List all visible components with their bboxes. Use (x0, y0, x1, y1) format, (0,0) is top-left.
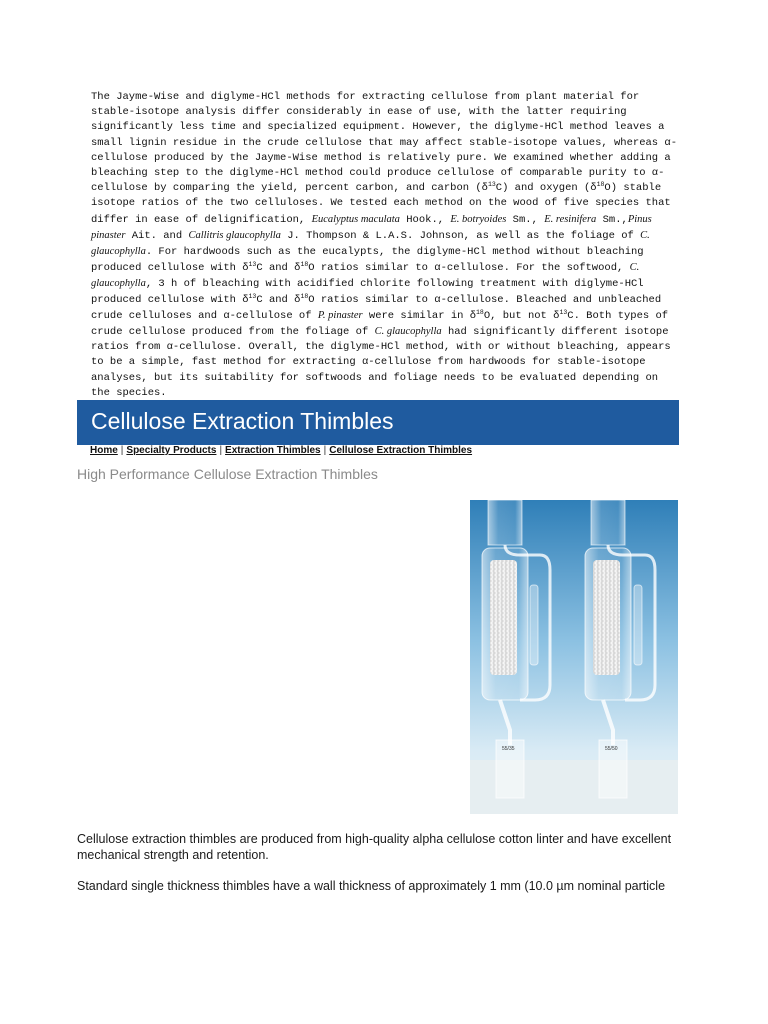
breadcrumb-link-home[interactable]: Home (90, 445, 118, 456)
joint-size-label: 55/35 (502, 746, 515, 752)
breadcrumb-link-cellulose-extraction-thimbles[interactable]: Cellulose Extraction Thimbles (329, 445, 473, 456)
breadcrumb-link-extraction-thimbles[interactable]: Extraction Thimbles (225, 445, 321, 456)
page-title: Cellulose Extraction Thimbles (91, 408, 394, 434)
abstract-text: The Jayme-Wise and diglyme-HCl methods for extracting cellulose from plant material for stable-isotope analysis differ considerably in ease of use, with the latter requiring significantly less time and specialized equipment. However, the diglyme-HCl method leaves a small lignin residue in the crude cellulose that may affect stable-isotope values, whereas α-cellulose produced by the Jayme-Wise method is relatively pure. We examined whether adding a bleaching step to the diglyme-HCl method could produce cellulose of comparable purity to α-cellulose by comparing the yield, percent carbon, and carbon $(\delta^{13}C)$ and oxygen $(\delta^{18}O)$ stable isotope ratios of the two celluloses. We tested each method on the wood of five species that differ in ease of delignification, Eucalyptus maculata Hook., E. botryoides Sm., E. resinifera Sm.,Pinus pinaster Ait. and Callitris glaucophylla J. Thompson & L.A.S. Johnson, as well as the foliage of C. glaucophylla. For hardwoods such as the eucalypts, the diglyme-HCl method without bleaching produced cellulose with $\delta^{13}C$ and $\delta^{18}O$ ratios similar to α-cellulose. For the softwood, C. glaucophylla, 3 h of bleaching with acidified chlorite following treatment with diglyme-HCl produced cellulose with $\delta^{13}C$ and $\delta^{18}O$ ratios similar to α-cellulose. Bleached and unbleached crude celluloses and α-cellulose of P. pinaster were similar in $\delta^{18}O$, but not $\delta^{13}C$. Both types of crude cellulose produced from the foliage of C. glaucophylla had significantly different isotope ratios from α-cellulose. Overall, the diglyme-HCl method, with or without bleaching, appears to be a simple, fast method for extracting α-cellulose from hardwoods for stable-isotope analyses, but its suitability for softwoods and foliage needs to be evaluated depending on the species. (91, 91, 677, 399)
breadcrumb-separator: | (120, 445, 124, 456)
product-photo-extractors (470, 500, 678, 814)
joint-size-label: 55/50 (605, 746, 618, 752)
breadcrumb-separator: | (323, 445, 327, 456)
breadcrumb (90, 445, 472, 456)
body-paragraph-1: Cellulose extraction thimbles are produced from high-quality alpha cellulose cotton linter and have excellent mechanical strength and retention. (77, 832, 672, 862)
body-paragraph-2: Standard single thickness thimbles have a wall thickness of approximately 1 mm (10.0 µm nominal particle (77, 879, 666, 893)
page-banner (77, 400, 679, 445)
breadcrumb-link-specialty-products[interactable]: Specialty Products (126, 445, 217, 456)
breadcrumb-separator: | (219, 445, 223, 456)
section-subheading: High Performance Cellulose Extraction Thimbles (77, 466, 378, 482)
